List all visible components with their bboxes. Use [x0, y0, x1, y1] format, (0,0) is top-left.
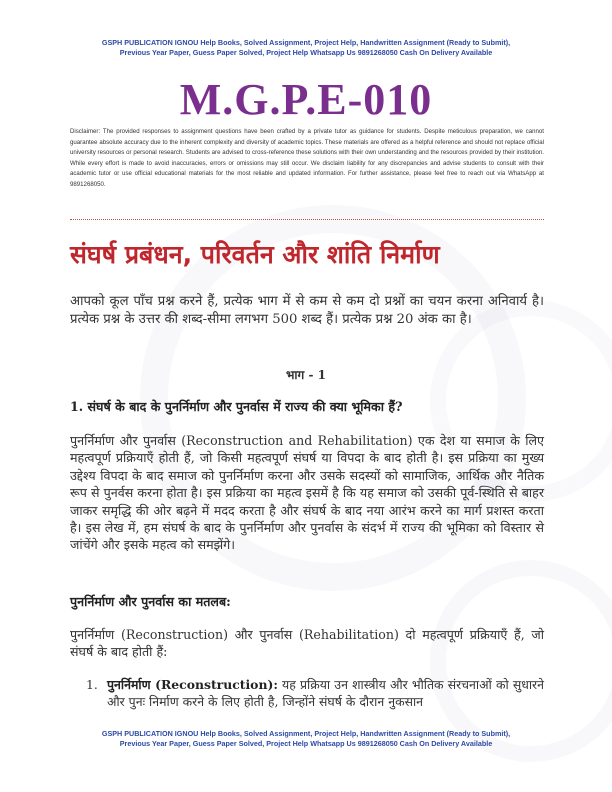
list-body	[107, 676, 544, 711]
list-item	[86, 676, 544, 711]
question-heading: 1. संघर्ष के बाद के पुनर्निर्माण और पुनर्वास में राज्य की क्या भूमिका हैं?	[70, 399, 403, 414]
part-heading: भाग - 1	[286, 368, 326, 382]
footer-line: Previous Year Paper, Guess Paper Solved, Project Help Whatsapp Us 9891268050 Cash On Delivery Available	[119, 739, 493, 748]
instructions-paragraph: आपको कूल पाँच प्रश्न करने हैं, प्रत्येक भाग में से कम से कम दो प्रश्नों का चयन करना अनिवार्य है। प्रत्येक प्रश्न के उत्तर की शब्द-सीमा लगभग 500 शब्द हैं। प्रत्येक प्रश्न 20 अंक का है।	[70, 294, 544, 327]
header-line: Previous Year Paper, Guess Paper Solved, Project Help Whatsapp Us 9891268050 Cash On Delivery Available	[119, 48, 493, 57]
disclaimer-text: Disclaimer: The provided responses to assignment questions have been crafted by a private tutor as guidance for students. Despite meticulous preparation, we cannot guarantee absolute accuracy due to the inherent complexity and diversity of academic topics. These materials are offered as a helpful reference and should not replace official university resources or personal research. Students are advised to cross-reference these solutions with their own understanding and the resources provided by their institution. While every effort is made to avoid inaccuracies, errors or omissions may still occur. We disclaim liability for any discrepancies and advise students to consult with their academic tutor or use official educational materials for the most reliable and updated information. For further assistance, please feel free to reach out via WhatsApp at 9891268050.	[70, 128, 544, 188]
answer-paragraph: पुनर्निर्माण (Reconstruction) और पुनर्वास (Rehabilitation) दो महत्वपूर्ण प्रक्रियाएँ हैं, जो संघर्ष के बाद होती हैं:	[70, 627, 544, 660]
page-header	[60, 38, 552, 58]
divider	[70, 219, 544, 220]
list-text: यह प्रक्रिया उन शास्त्रीय और भौतिक संरचनाओं को सुधारने और पुनः निर्माण करने के लिए होती है, जिन्होंने संघर्ष के दौरान नुकसान	[107, 677, 544, 710]
list-term: पुनर्निर्माण (Reconstruction):	[107, 677, 278, 692]
course-title-hindi: संघर्ष प्रबंधन, परिवर्तन और शांति निर्माण	[70, 240, 440, 269]
page-footer	[60, 729, 552, 749]
footer-line: GSPH PUBLICATION IGNOU Help Books, Solved Assignment, Project Help, Handwritten Assignment (Ready to Submit),	[101, 729, 511, 738]
section-subheading: पुनर्निर्माण और पुनर्वास का मतलब:	[70, 594, 231, 609]
course-code-title: M.G.P.E-010	[179, 75, 433, 124]
answer-paragraph: पुनर्निर्माण और पुनर्वास (Reconstruction and Rehabilitation) एक देश या समाज के लिए महत्वपूर्ण प्रक्रियाएँ होती हैं, जो किसी महत्वपूर्ण संघर्ष या विपदा के बाद होती है। इस प्रक्रिया का मुख्य उद्देश्य विपदा के बाद समाज को पुनर्निर्माण करना और उसके सदस्यों को सामाजिक, आर्थिक और नैतिक रूप से पुनर्वस करना होता है। इस प्रक्रिया का महत्व इसमें है कि यह समाज को उसकी पूर्व-स्थिति से बाहर जाकर समृद्धि की ओर बढ़ने में मदद करता है और संघर्ष के बाद नया आरंभ करने का मार्ग प्रशस्त करता है। इस लेख में, हम संघर्ष के बाद के पुनर्निर्माण और पुनर्वास के संदर्भ में राज्य की भूमिका को विस्तार से जांचेंगे और इसके महत्व को समझेंगे।	[70, 433, 544, 553]
header-line: GSPH PUBLICATION IGNOU Help Books, Solved Assignment, Project Help, Handwritten Assignment (Ready to Submit),	[101, 38, 511, 47]
list-number: 1.	[86, 677, 98, 692]
